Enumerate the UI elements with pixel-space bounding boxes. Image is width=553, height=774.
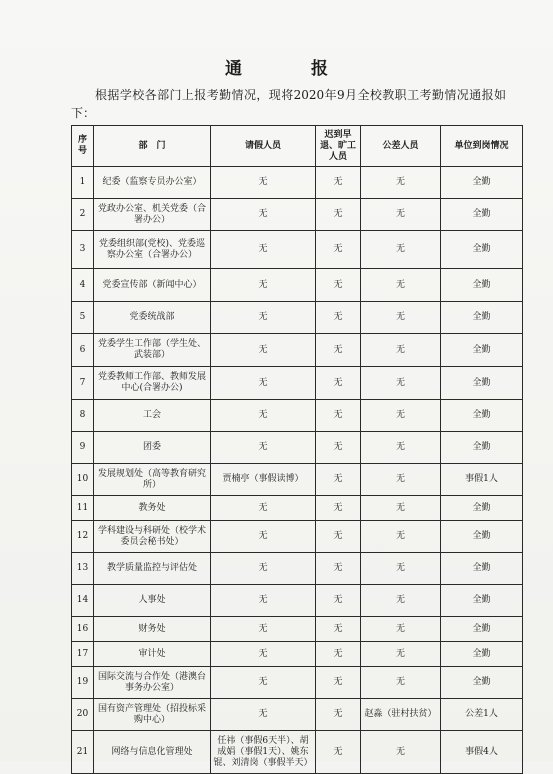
cell-trip: 赵淼（驻村扶贫）: [361, 699, 441, 731]
table-row: [72, 269, 523, 302]
cell-status: 事假1人: [441, 464, 523, 496]
cell-late: 无: [316, 642, 361, 667]
cell-status: 事假4人: [441, 731, 523, 774]
cell-dept: 纪委（监察专员办公室）: [94, 167, 211, 199]
table-row: [72, 731, 523, 774]
cell-no: 11: [72, 496, 94, 521]
table-header-row: [72, 126, 523, 167]
table-row: [72, 367, 523, 400]
cell-trip: 无: [361, 585, 441, 617]
cell-leave: 无: [211, 269, 316, 302]
cell-late: 无: [316, 464, 361, 496]
cell-leave: 贾楠亭（事假读博）: [211, 464, 316, 496]
cell-no: 21: [72, 731, 94, 774]
cell-leave: 任祎（事假6天半）、胡成娟（事假1天）、姚东锟、刘清岗（事假半天）: [211, 731, 316, 774]
cell-trip: 无: [361, 642, 441, 667]
cell-late: 无: [316, 269, 361, 302]
table-row: [72, 167, 523, 199]
cell-dept: 教务处: [94, 496, 211, 521]
cell-late: 无: [316, 400, 361, 432]
cell-dept: 网络与信息化管理处: [94, 731, 211, 774]
cell-leave: 无: [211, 302, 316, 334]
cell-trip: 无: [361, 231, 441, 269]
cell-late: 无: [316, 334, 361, 367]
cell-status: 全勤: [441, 553, 523, 585]
cell-trip: 无: [361, 167, 441, 199]
cell-no: 5: [72, 302, 94, 334]
cell-leave: 无: [211, 585, 316, 617]
cell-late: 无: [316, 231, 361, 269]
cell-trip: 无: [361, 464, 441, 496]
table-row: [72, 334, 523, 367]
cell-dept: 审计处: [94, 642, 211, 667]
cell-status: 全勤: [441, 334, 523, 367]
cell-leave: 无: [211, 400, 316, 432]
table-row: [72, 642, 523, 667]
cell-leave: 无: [211, 496, 316, 521]
cell-dept: 财务处: [94, 617, 211, 642]
cell-trip: 无: [361, 667, 441, 699]
cell-late: 无: [316, 585, 361, 617]
cell-status: 全勤: [441, 432, 523, 464]
table-row: [72, 400, 523, 432]
cell-late: 无: [316, 167, 361, 199]
cell-late: 无: [316, 667, 361, 699]
table-row: [72, 199, 523, 231]
header-status: 单位到岗情况: [441, 126, 523, 167]
cell-no: 8: [72, 400, 94, 432]
cell-leave: 无: [211, 199, 316, 231]
cell-trip: 无: [361, 367, 441, 400]
cell-dept: 发展规划处（高等教育研究所）: [94, 464, 211, 496]
cell-dept: 党委教师工作部、教师发展中心(合署办公): [94, 367, 211, 400]
cell-late: 无: [316, 496, 361, 521]
cell-no: 9: [72, 432, 94, 464]
attendance-table: [71, 125, 523, 774]
cell-status: 公差1人: [441, 699, 523, 731]
cell-leave: 无: [211, 367, 316, 400]
cell-late: 无: [316, 553, 361, 585]
cell-no: 3: [72, 231, 94, 269]
cell-no: 4: [72, 269, 94, 302]
cell-no: 2: [72, 199, 94, 231]
cell-dept: 学科建设与科研处（校学术委员会秘书处）: [94, 521, 211, 553]
cell-leave: 无: [211, 231, 316, 269]
cell-no: 7: [72, 367, 94, 400]
cell-no: 20: [72, 699, 94, 731]
cell-status: 全勤: [441, 617, 523, 642]
cell-trip: 无: [361, 334, 441, 367]
table-row: [72, 231, 523, 269]
cell-dept: 党委宣传部（新闻中心）: [94, 269, 211, 302]
cell-trip: 无: [361, 199, 441, 231]
cell-leave: 无: [211, 699, 316, 731]
cell-trip: 无: [361, 496, 441, 521]
cell-status: 全勤: [441, 496, 523, 521]
cell-no: 14: [72, 585, 94, 617]
cell-trip: 无: [361, 731, 441, 774]
cell-dept: 人事处: [94, 585, 211, 617]
header-late: 迟到早退、旷工人员: [316, 126, 361, 167]
cell-no: 1: [72, 167, 94, 199]
cell-leave: 无: [211, 617, 316, 642]
cell-dept: 党政办公室、机关党委（合署办公）: [94, 199, 211, 231]
cell-trip: 无: [361, 302, 441, 334]
cell-trip: 无: [361, 432, 441, 464]
cell-no: 10: [72, 464, 94, 496]
table-row: [72, 302, 523, 334]
cell-leave: 无: [211, 167, 316, 199]
cell-no: 12: [72, 521, 94, 553]
header-dept: 部 门: [94, 126, 211, 167]
cell-late: 无: [316, 731, 361, 774]
cell-status: 全勤: [441, 367, 523, 400]
table-row: [72, 617, 523, 642]
cell-status: 全勤: [441, 521, 523, 553]
cell-leave: 无: [211, 667, 316, 699]
cell-status: 全勤: [441, 167, 523, 199]
cell-status: 全勤: [441, 667, 523, 699]
cell-dept: 党委统战部: [94, 302, 211, 334]
cell-late: 无: [316, 521, 361, 553]
cell-late: 无: [316, 367, 361, 400]
cell-no: 16: [72, 617, 94, 642]
cell-dept: 党委组织部(党校)、党委巡察办公室（合署办公）: [94, 231, 211, 269]
table-row: [72, 667, 523, 699]
table-row: [72, 432, 523, 464]
cell-dept: 工会: [94, 400, 211, 432]
cell-late: 无: [316, 199, 361, 231]
table-row: [72, 553, 523, 585]
document-title: 通 报: [225, 59, 354, 79]
table-row: [72, 521, 523, 553]
intro-paragraph: 根据学校各部门上报考勤情况，现将2020年9月全校教职工考勤情况通报如下：: [71, 88, 506, 120]
cell-status: 全勤: [441, 269, 523, 302]
cell-dept: 教学质量监控与评估处: [94, 553, 211, 585]
cell-leave: 无: [211, 521, 316, 553]
cell-no: 17: [72, 642, 94, 667]
header-leave: 请假人员: [211, 126, 316, 167]
cell-leave: 无: [211, 334, 316, 367]
header-trip: 公差人员: [361, 126, 441, 167]
cell-trip: 无: [361, 269, 441, 302]
cell-trip: 无: [361, 400, 441, 432]
cell-trip: 无: [361, 553, 441, 585]
cell-status: 全勤: [441, 302, 523, 334]
cell-status: 全勤: [441, 400, 523, 432]
table-row: [72, 585, 523, 617]
cell-trip: 无: [361, 521, 441, 553]
cell-leave: 无: [211, 553, 316, 585]
cell-leave: 无: [211, 432, 316, 464]
table-row: [72, 699, 523, 731]
cell-status: 全勤: [441, 585, 523, 617]
cell-leave: 无: [211, 642, 316, 667]
cell-no: 13: [72, 553, 94, 585]
cell-dept: 国有资产管理处（招投标采购中心）: [94, 699, 211, 731]
header-no: 序号: [72, 126, 94, 167]
cell-status: 全勤: [441, 199, 523, 231]
cell-late: 无: [316, 302, 361, 334]
table-row: [72, 496, 523, 521]
cell-late: 无: [316, 699, 361, 731]
cell-no: 19: [72, 667, 94, 699]
table-row: [72, 464, 523, 496]
cell-dept: 国际交流与合作处（港澳台事务办公室）: [94, 667, 211, 699]
cell-late: 无: [316, 432, 361, 464]
cell-late: 无: [316, 617, 361, 642]
cell-dept: 党委学生工作部（学生处、武装部）: [94, 334, 211, 367]
cell-dept: 团委: [94, 432, 211, 464]
cell-no: 6: [72, 334, 94, 367]
cell-status: 全勤: [441, 231, 523, 269]
cell-status: 全勤: [441, 642, 523, 667]
cell-trip: 无: [361, 617, 441, 642]
